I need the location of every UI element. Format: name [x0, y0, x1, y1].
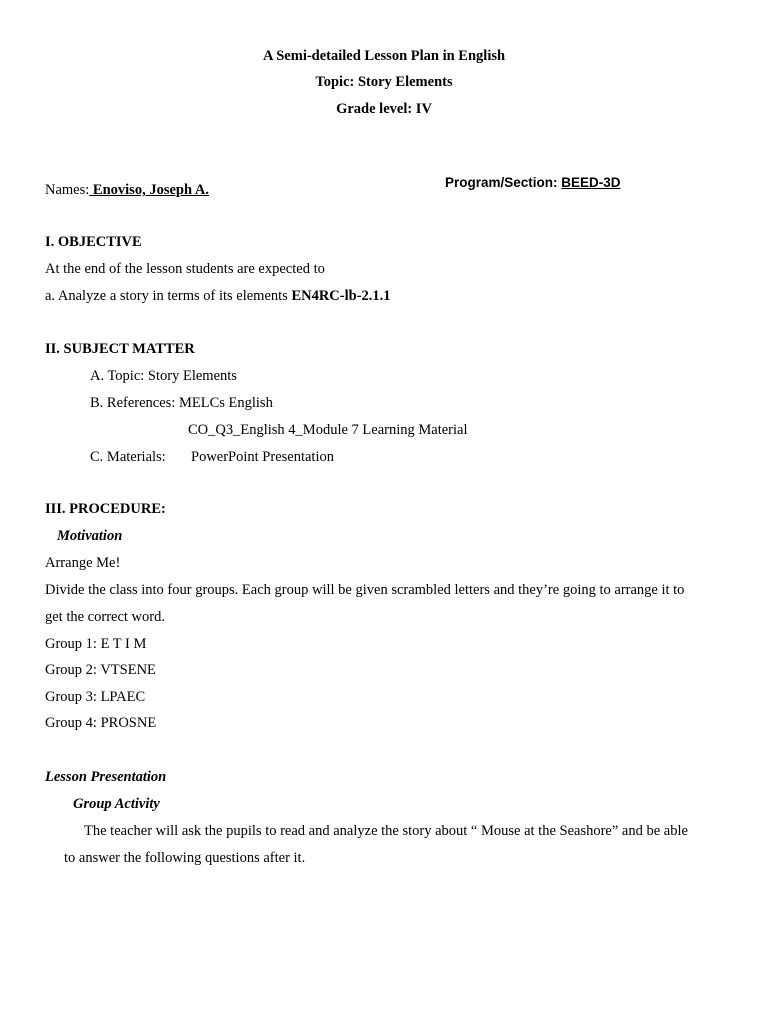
activity-title: Arrange Me!	[45, 555, 121, 571]
names-value: Enoviso, Joseph A.	[89, 182, 209, 198]
activity-instructions-line-1: Divide the class into four groups. Each group will be given scrambled letters and they’re going to arrange it to	[45, 582, 685, 598]
document-grade-level: Grade level: IV	[336, 101, 432, 117]
names-label: Names:	[45, 182, 90, 198]
objective-item-a	[45, 289, 391, 304]
objective-intro: At the end of the lesson students are expected to	[45, 261, 325, 277]
objective-heading: I. OBJECTIVE	[45, 234, 142, 250]
group-item: Group 1: E T I M	[45, 636, 147, 652]
activity-instructions-line-2: get the correct word.	[45, 609, 165, 625]
document-topic: Topic: Story Elements	[315, 74, 453, 90]
names-field	[45, 183, 209, 198]
presentation-line-2: to answer the following questions after it.	[64, 850, 306, 866]
document-title: A Semi-detailed Lesson Plan in English	[262, 48, 506, 64]
group-item: Group 3: LPAEC	[45, 689, 146, 705]
presentation-line-1: The teacher will ask the pupils to read and analyze the story about “ Mouse at the Seashore” and be able	[84, 823, 688, 839]
subject-matter-materials-value: PowerPoint Presentation	[191, 449, 334, 465]
subject-matter-topic: A. Topic: Story Elements	[90, 368, 237, 384]
subject-matter-references: B. References: MELCs English	[90, 395, 273, 411]
subject-matter-heading: II. SUBJECT MATTER	[45, 341, 195, 357]
group-activity-label: Group Activity	[73, 796, 160, 812]
lesson-presentation-label: Lesson Presentation	[45, 769, 167, 785]
group-item: Group 2: VTSENE	[45, 662, 156, 678]
group-item: Group 4: PROSNE	[45, 715, 157, 731]
subject-matter-materials-label: C. Materials:	[90, 449, 166, 465]
objective-item-a-text: a. Analyze a story in terms of its elements	[45, 288, 292, 304]
program-section-label: Program/Section:	[445, 175, 562, 190]
program-section-value: BEED-3D	[561, 175, 621, 190]
objective-item-a-code: EN4RC-lb-2.1.1	[291, 288, 391, 304]
procedure-heading: III. PROCEDURE:	[45, 501, 166, 517]
subject-matter-references-continued: CO_Q3_English 4_Module 7 Learning Material	[188, 422, 468, 438]
program-section-field	[445, 176, 621, 190]
motivation-label: Motivation	[57, 528, 123, 544]
